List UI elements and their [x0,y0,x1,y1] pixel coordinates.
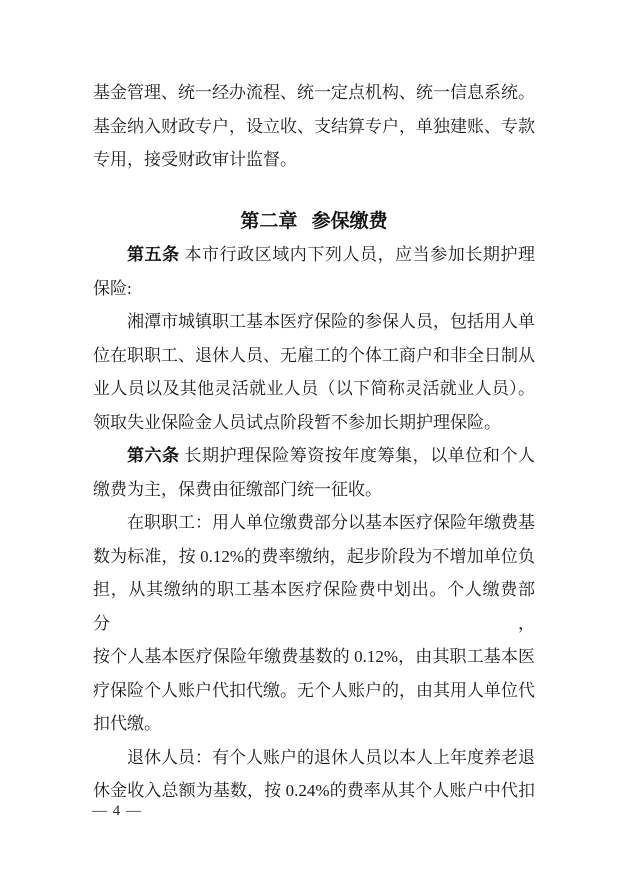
page-number: — 4 — [92,803,142,819]
article-5-line-1 [93,238,535,272]
para-prev-line-1: 基金管理、统一经办流程、统一定点机构、统一信息系统。 [93,83,535,102]
article-6-retiree-line-2: 休金收入总额为基数，按 0.24%的费率从其个人账户中代扣 [93,781,535,800]
article-6-employee-line-2: 数为标准，按 0.12%的费率缴纳，起步阶段为不增加单位负 [93,546,535,566]
para-prev-line-2: 基金纳入财政专户，设立收、支结算专户，单独建账、专款 [93,116,535,136]
article-6-employee-line-1: 在职职工：用人单位缴费部分以基本医疗保险年缴费基 [127,513,535,532]
article-5-line-2: 保险: [93,278,132,298]
para-prev-line-3: 专用，接受财政审计监督。 [93,150,297,169]
article-6-employee-line-3: 担，从其缴纳的职工基本医疗保险费中划出。个人缴费部分， [93,580,535,633]
chapter-heading [93,205,535,239]
article-6-retiree-line-1: 退休人员：有个人账户的退休人员以本人上年度养老退 [127,747,535,767]
article-6-line-1-text: 长期护理保险筹资按年度筹集，以单位和个人 [179,446,536,465]
article-5-body-line-4: 领取失业保险金人员试点阶段暂不参加长期护理保险。 [93,412,501,432]
article-5-body-line-2: 位在职职工、退休人员、无雇工的个体工商户和非全日制从 [93,345,535,365]
article-6-label: 第六条 [127,446,180,465]
article-6-employee-line-5: 疗保险个人账户代扣代缴。无个人账户的，由其用人单位代 [93,680,535,700]
article-5-body-line-3: 业人员以及其他灵活就业人员（以下简称灵活就业人员）。 [93,379,535,398]
article-5-line-1-text: 本市行政区域内下列人员，应当参加长期护理 [179,245,536,264]
article-6-line-1 [93,439,535,473]
chapter-number: 第二章 [240,210,298,232]
document-body [93,76,535,808]
chapter-title: 参保缴费 [311,210,388,232]
article-6-employee-line-4: 按个人基本医疗保险年缴费基数的 0.12%，由其职工基本医 [93,647,535,666]
article-5-label: 第五条 [127,245,180,264]
article-6-employee-line-6: 扣代缴。 [93,714,161,733]
article-6-line-2: 缴费为主，保费由征缴部门统一征收。 [93,479,382,499]
article-5-body-line-1: 湘潭市城镇职工基本医疗保险的参保人员，包括用人单 [127,312,535,331]
